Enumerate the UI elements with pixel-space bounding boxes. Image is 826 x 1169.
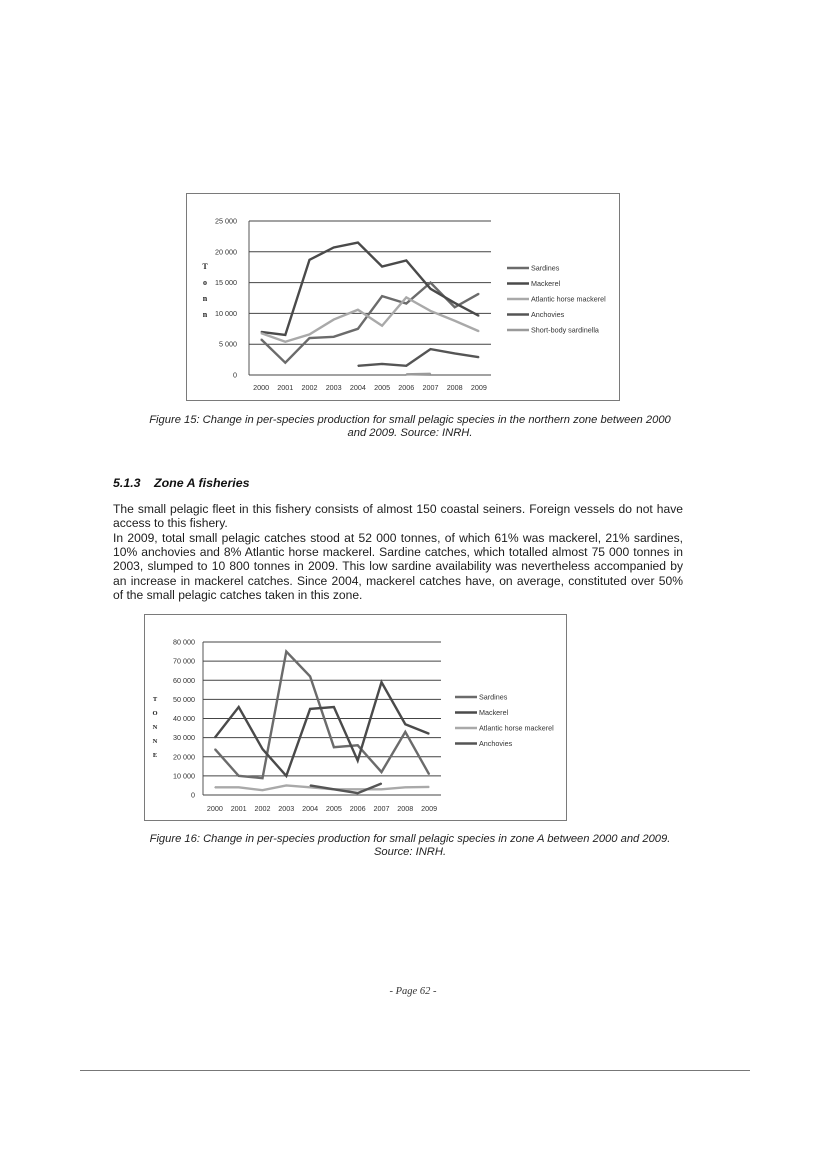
y-axis-label-letter: N (152, 724, 158, 731)
data-point (357, 745, 358, 746)
data-point (357, 789, 358, 790)
data-point (429, 786, 430, 787)
section-heading (113, 476, 250, 490)
y-axis-label-letter: O (152, 710, 158, 717)
y-axis-label-letter: n (202, 310, 208, 319)
figure-16-caption (130, 833, 690, 859)
data-point (429, 774, 430, 775)
y-axis-label-letter: o (203, 278, 207, 287)
x-tick-label: 2000 (206, 804, 223, 813)
data-point (454, 307, 455, 308)
data-point (333, 319, 334, 320)
x-tick-label: 2009 (470, 383, 487, 392)
data-point (478, 331, 479, 332)
data-point (405, 731, 406, 732)
legend-label: Anchovies (531, 310, 565, 319)
data-point (406, 303, 407, 304)
y-tick-label: 5 000 (219, 339, 237, 349)
y-tick-label: 30 000 (173, 733, 195, 743)
data-point (262, 749, 263, 750)
data-point (454, 353, 455, 354)
data-point (405, 724, 406, 725)
x-tick-label: 2002 (301, 383, 318, 392)
data-point (214, 737, 215, 738)
caption-line-1: Figure 16: Change in per-species production for small pelagic species in zone A between 2000 and 2009. (149, 833, 671, 845)
data-point (357, 792, 358, 793)
data-point (333, 747, 334, 748)
page-number: - Page 62 - (389, 986, 437, 997)
legend-label: Mackerel (531, 279, 561, 288)
legend-label: Short-body sardinella (531, 325, 599, 335)
data-point (478, 293, 479, 294)
x-tick-label: 2002 (254, 804, 271, 813)
x-tick-label: 2008 (397, 804, 414, 813)
y-axis-label-letter: n (202, 294, 208, 303)
data-point (357, 242, 358, 243)
y-tick-label: 25 000 (215, 216, 237, 226)
x-tick-label: 2007 (373, 804, 390, 813)
data-point (406, 297, 407, 298)
x-tick-label: 2003 (325, 383, 342, 392)
data-point (357, 760, 358, 761)
legend-label: Sardines (531, 263, 560, 273)
data-point (310, 787, 311, 788)
data-point (309, 334, 310, 335)
x-tick-label: 2006 (349, 804, 366, 813)
x-tick-label: 2005 (325, 804, 342, 813)
data-point (262, 790, 263, 791)
x-tick-label: 2000 (253, 383, 270, 392)
data-point (357, 328, 358, 329)
series-line (261, 243, 479, 335)
series-line (358, 349, 479, 366)
y-tick-label: 10 000 (215, 308, 237, 318)
data-point (382, 296, 383, 297)
y-tick-label: 40 000 (173, 714, 195, 723)
y-tick-label: 0 (233, 370, 237, 380)
y-tick-label: 0 (191, 790, 195, 800)
data-point (333, 789, 334, 790)
x-tick-label: 2005 (374, 383, 391, 392)
data-point (262, 778, 263, 779)
data-point (430, 288, 431, 289)
series-line (406, 374, 430, 375)
x-tick-label: 2004 (302, 804, 319, 813)
x-tick-label: 2001 (277, 383, 294, 392)
data-point (285, 334, 286, 335)
data-point (381, 783, 382, 784)
data-point (381, 789, 382, 790)
caption-line-2: Source: INRH. (373, 846, 447, 858)
data-point (430, 349, 431, 350)
series-line (215, 652, 429, 779)
data-point (406, 365, 407, 366)
y-tick-label: 15 000 (215, 278, 237, 288)
data-point (261, 333, 262, 334)
data-point (429, 733, 430, 734)
data-point (285, 341, 286, 342)
data-point (454, 302, 455, 303)
data-point (214, 749, 215, 750)
data-point (286, 785, 287, 786)
data-point (309, 259, 310, 260)
series-line (215, 682, 429, 776)
y-tick-label: 60 000 (173, 675, 195, 685)
x-tick-label: 2008 (446, 383, 463, 392)
x-tick-label: 2009 (421, 804, 438, 813)
data-point (238, 787, 239, 788)
x-tick-label: 2007 (422, 383, 439, 392)
y-tick-label: 80 000 (173, 637, 195, 647)
data-point (406, 260, 407, 261)
data-point (333, 247, 334, 248)
y-axis-label-letter: T (202, 262, 208, 271)
x-tick-label: 2001 (230, 804, 247, 813)
data-point (478, 357, 479, 358)
y-tick-label: 50 000 (173, 694, 195, 704)
y-axis-label-letter: E (152, 752, 158, 759)
legend-label: Mackerel (479, 708, 509, 717)
section-title: Zone A fisheries (154, 476, 250, 490)
data-point (430, 282, 431, 283)
data-point (310, 676, 311, 677)
data-point (430, 373, 431, 374)
section-number: 5.1.3 (113, 476, 141, 490)
figure-15-caption (130, 414, 690, 440)
data-point (381, 771, 382, 772)
y-tick-label: 70 000 (173, 656, 195, 666)
data-point (382, 266, 383, 267)
data-point (454, 320, 455, 321)
data-point (333, 706, 334, 707)
y-tick-label: 20 000 (173, 752, 195, 762)
data-point (381, 682, 382, 683)
data-point (357, 365, 358, 366)
figure-15-chart (186, 193, 620, 401)
data-point (430, 310, 431, 311)
data-point (357, 309, 358, 310)
data-point (261, 339, 262, 340)
data-point (478, 315, 479, 316)
series-line (261, 297, 479, 341)
legend-label: Atlantic horse mackerel (531, 294, 606, 304)
chart-svg-northern-zone (187, 194, 619, 400)
x-tick-label: 2003 (278, 804, 295, 813)
data-point (310, 708, 311, 709)
data-point (238, 706, 239, 707)
x-tick-label: 2006 (398, 383, 415, 392)
y-axis-label-letter: N (152, 738, 158, 745)
data-point (286, 775, 287, 776)
legend-label: Sardines (479, 692, 508, 702)
chart-svg-zone-a (145, 615, 566, 820)
y-tick-label: 20 000 (215, 247, 237, 257)
legend-label: Atlantic horse mackerel (479, 723, 554, 733)
data-point (405, 787, 406, 788)
caption-line-2: and 2009. Source: INRH. (347, 427, 473, 439)
data-point (382, 325, 383, 326)
data-point (214, 787, 215, 788)
data-point (333, 336, 334, 337)
figure-16-chart (144, 614, 567, 821)
paragraph-fleet: The small pelagic fleet in this fishery consists of almost 150 coastal seiners. Foreign vessels do not have access to this fishery. (113, 502, 683, 531)
caption-line-1: Figure 15: Change in per-species production for small pelagic species in the northern zone between 2000 (149, 414, 671, 426)
x-tick-label: 2004 (349, 383, 366, 392)
data-point (406, 374, 407, 375)
footer-divider (80, 1070, 750, 1071)
data-point (382, 363, 383, 364)
data-point (286, 651, 287, 652)
data-point (309, 337, 310, 338)
data-point (310, 785, 311, 786)
series-line (261, 283, 479, 363)
data-point (238, 775, 239, 776)
legend-label: Anchovies (479, 739, 513, 748)
y-tick-label: 10 000 (173, 771, 195, 781)
y-axis-label-letter: T (152, 696, 158, 703)
data-point (285, 362, 286, 363)
paragraph-catches: In 2009, total small pelagic catches stood at 52 000 tonnes, of which 61% was mackerel, 21% sardines, 10% anchovies and 8% Atlantic horse mackerel. Sardine catches, which totalled almost 75 000 tonnes in 2003, slumped to 10 800 tonnes in 2009. This low sardine availability was nevertheless accompanied by an increase in mackerel catches. Since 2004, mackerel catches have, on average, constituted over 50% of the small pelagic catches taken in this zone. (113, 531, 683, 602)
